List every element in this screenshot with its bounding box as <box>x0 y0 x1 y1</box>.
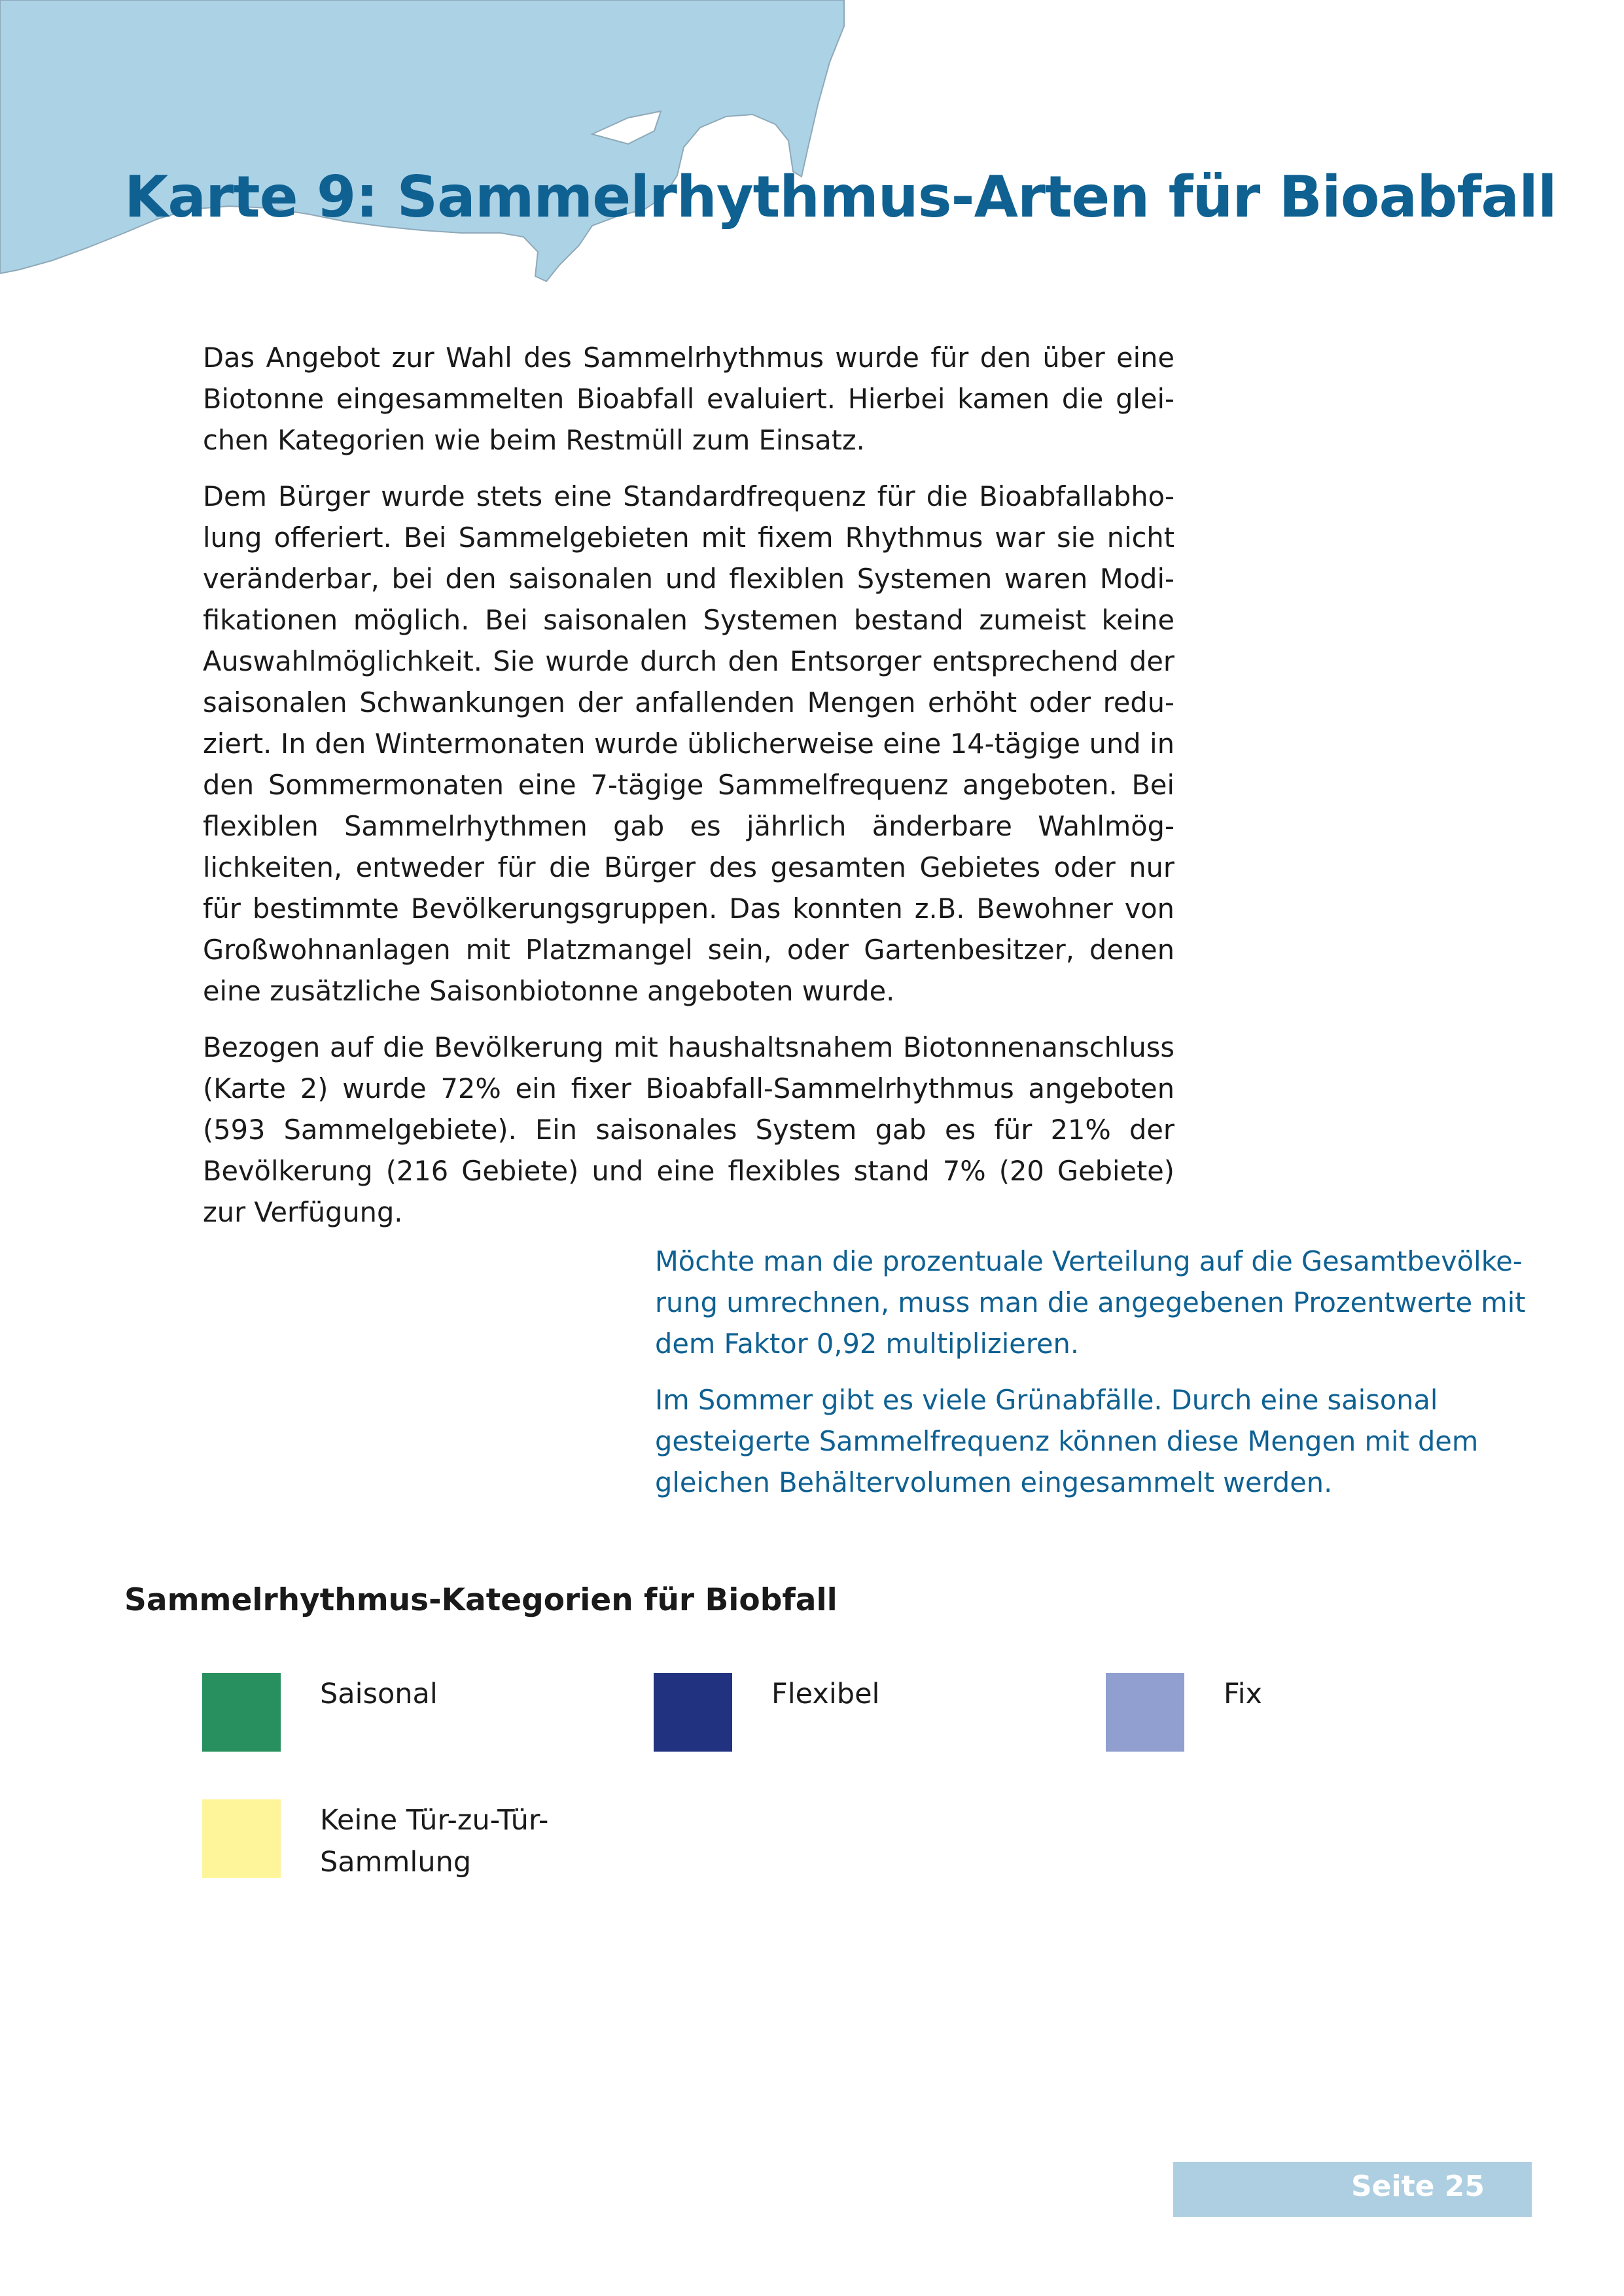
legend-label-line: Keine Tür-zu-Tür- <box>320 1804 549 1837</box>
legend-heading: Sammelrhythmus-Kategorien für Biobfall <box>124 1582 838 1618</box>
legend-label: Fix <box>1224 1678 1262 1710</box>
legend-swatch <box>1106 1673 1184 1752</box>
legend-swatch <box>202 1673 281 1752</box>
water-area <box>0 0 844 281</box>
main-text <box>203 337 1174 1248</box>
legend-label-line: Sammlung <box>320 1846 472 1879</box>
body-paragraph: Dem Bürger wurde stets eine Standardfrequenz für die Bioabfallabholung offeriert. Bei Sammelgebieten mit fixem Rhythmus war sie nicht veränderbar, bei den saisonalen und flexiblen Systemen waren Modifikationen möglich. Bei saisonalen Systemen bestand zumeist keine Auswahlmöglichkeit. Sie wurde durch den Entsorger entsprechend der saisonalen Schwankungen der anfallenden Mengen erhöht oder reduziert. In den Wintermonaten wurde üblicherweise eine 14-tägige und in den Sommermonaten eine 7-tägige Sammelfrequenz angeboten. Bei flexiblen Sammelrhythmen gab es jährlich änderbare Wahlmöglichkeiten, entweder für die Bürger des gesamten Gebietes oder nur für bestimmte Bevölkerungsgruppen. Das konnten z.B. Bewohner von Großwohnanlagen mit Platzmangel sein, oder Gartenbesitzer, denen eine zusätzliche Saisonbiotonne angeboten wurde. <box>203 480 1174 1007</box>
body-paragraph: Das Angebot zur Wahl des Sammelrhythmus wurde für den über eine Biotonne eingesammelten Bioabfall evaluiert. Hierbei kamen die gleichen Kategorien wie beim Restmüll zum Einsatz. <box>203 342 1174 456</box>
page-number-box <box>1173 2162 1532 2217</box>
note-paragraph: Möchte man die prozentuale Verteilung auf die Gesamtbevölkerung umrechnen, muss man die angegebenen Prozentwerte mit dem Faktor 0,92 multiplizieren. <box>655 1245 1526 1360</box>
page-title: Karte 9: Sammelrhythmus-Arten für Bioabfall <box>124 164 1557 230</box>
legend-label <box>320 1799 548 1883</box>
page-number: Seite 25 <box>1350 2170 1485 2203</box>
coastline-map-graphic <box>0 0 916 301</box>
side-notes <box>655 1241 1538 1518</box>
legend-label: Saisonal <box>320 1678 438 1710</box>
note-paragraph: Im Sommer gibt es viele Grünabfälle. Durch eine saisonal gesteigerte Sammelfrequenz können diese Mengen mit dem gleichen Behältervolumen eingesammelt werden. <box>655 1384 1479 1498</box>
body-paragraph: Bezogen auf die Bevölkerung mit haushaltsnahem Biotonnenanschluss (Karte 2) wurde 72% ein fixer Bioabfall-Sammelrhythmus angeboten (593 Sammelgebiete). Ein saisonales System gab es für 21% der Bevölkerung (216 Gebiete) und eine flexibles stand 7% (20 Gebiete) zur Verfügung. <box>203 1031 1174 1228</box>
legend-swatch <box>202 1799 281 1878</box>
legend-label: Flexibel <box>771 1678 880 1710</box>
legend-swatch <box>654 1673 732 1752</box>
